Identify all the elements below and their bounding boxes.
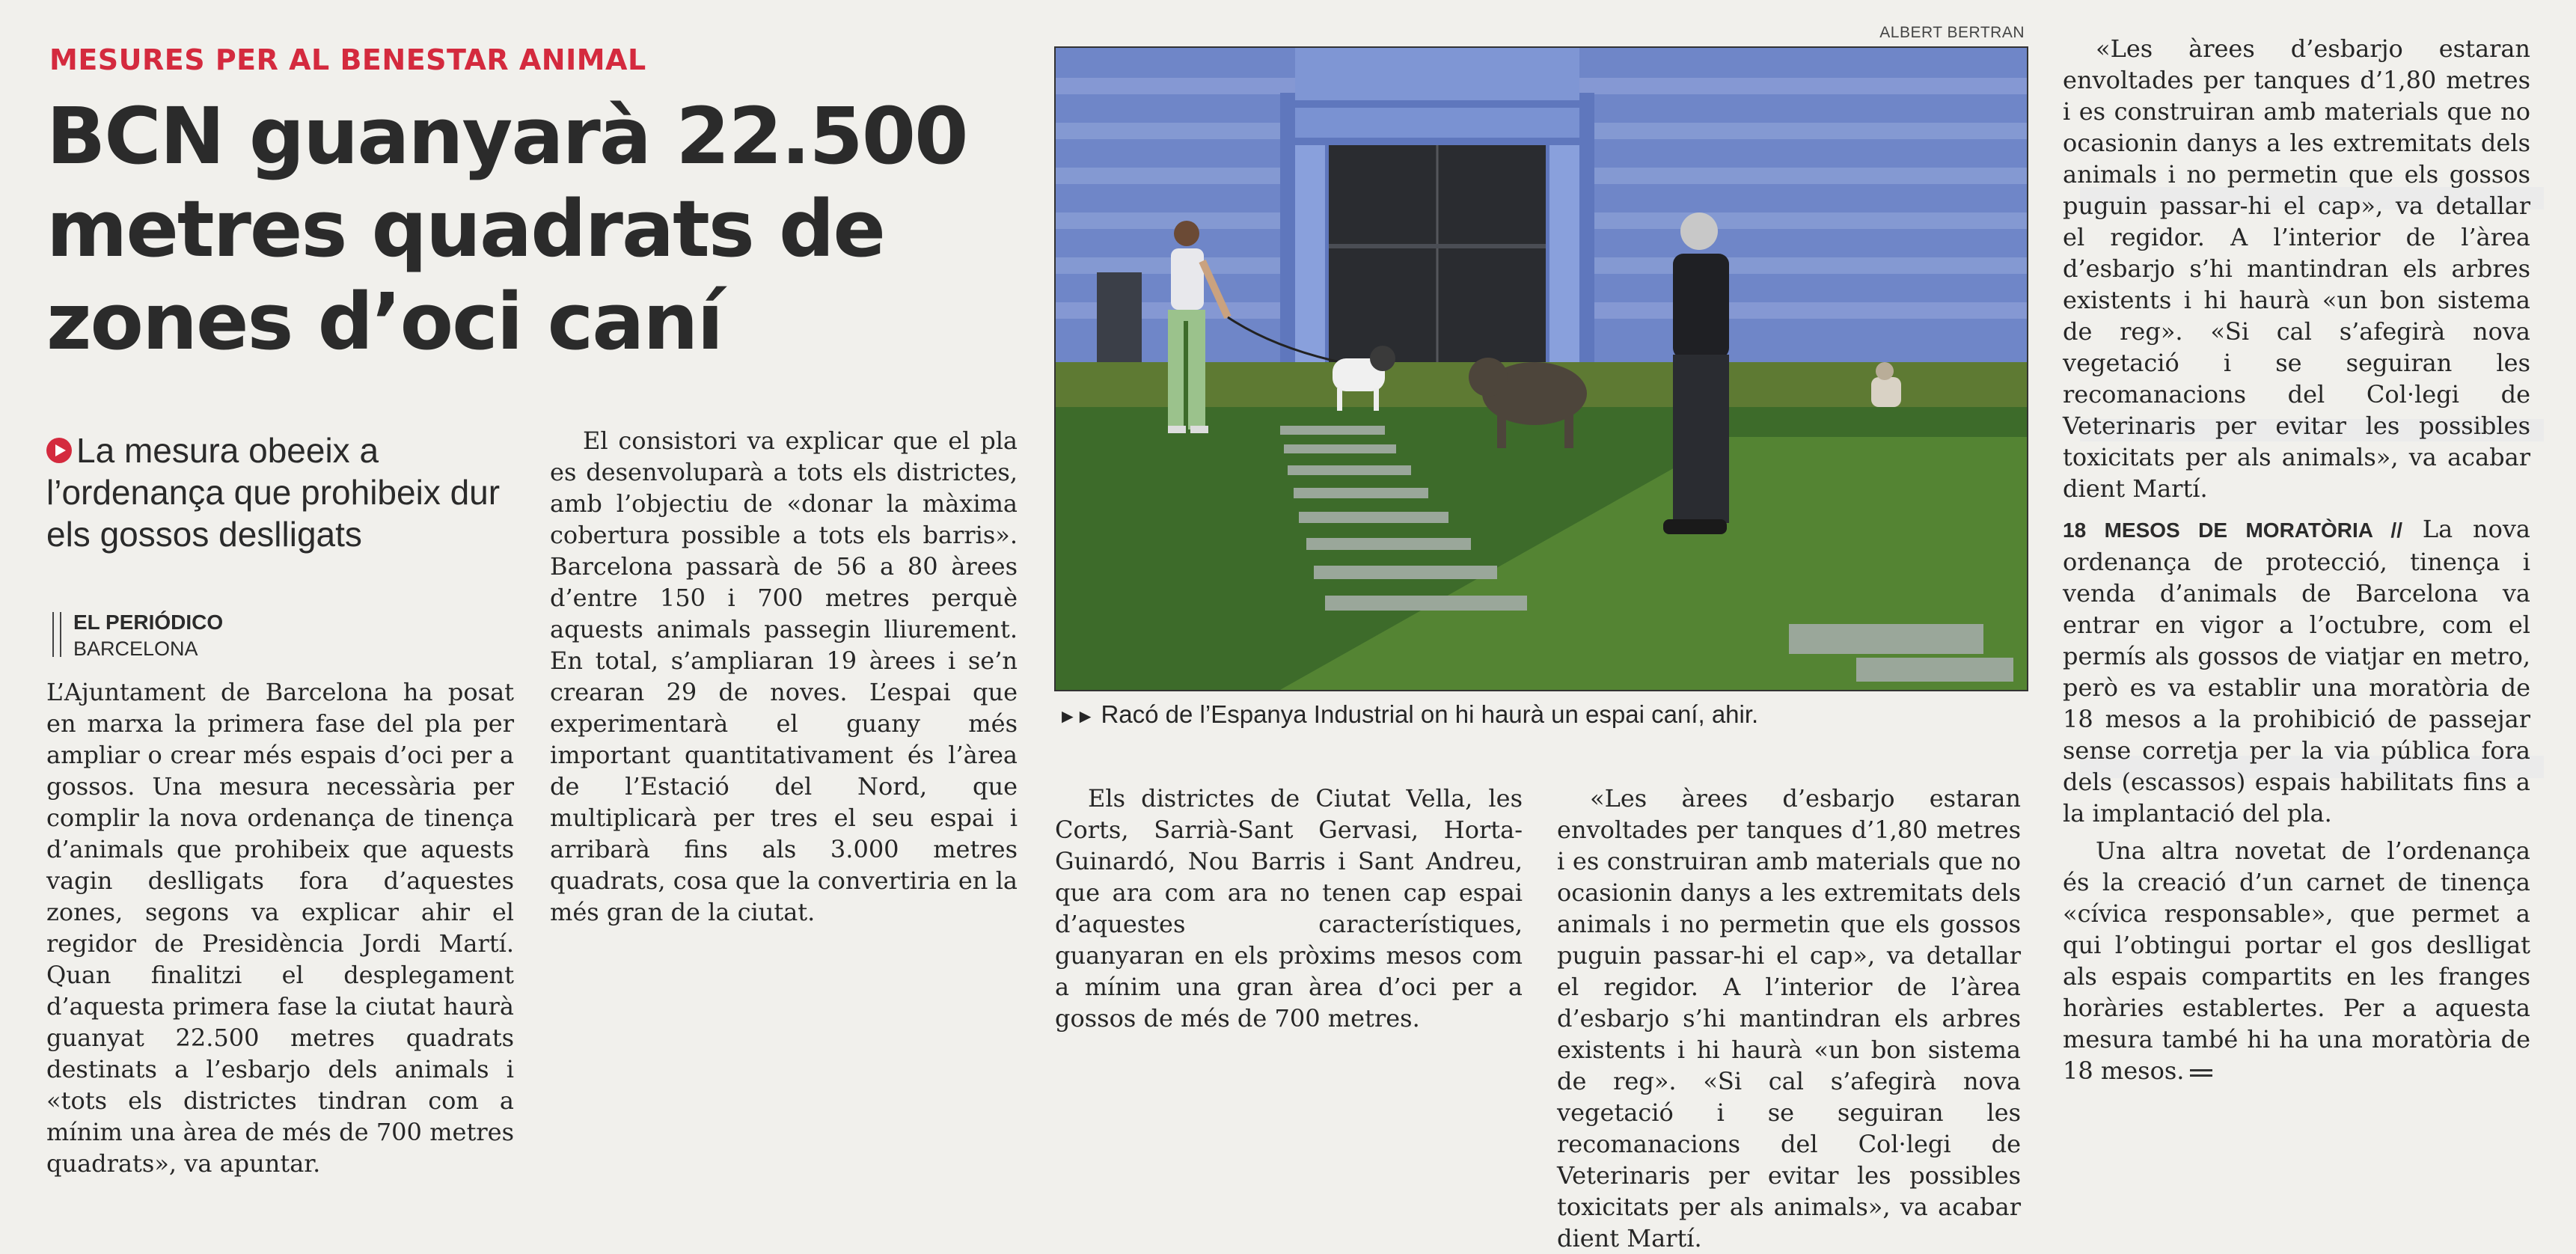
section-lead-in: 18 MESOS DE MORATÒRIA // xyxy=(2063,519,2402,542)
byline-city: BARCELONA xyxy=(73,637,198,660)
body-paragraph-moratorium xyxy=(2063,513,2530,829)
body-paragraph: L’Ajuntament de Barcelona ha posat en marxa la primera fase del pla per ampliar o crear més espais d’oci per a gossos. Una mesura necessària per complir la nova ordenança de tinença d’animals que prohibeix que aquests vagin deslligats fora d’aquestes zones, segons va explicar ahir el regidor de Presidència Jordi Martí. Quan finalitzi el desplegament d’aquesta primera fase la ciutat haurà guanyat 22.500 metres quadrats destinats a l’esbarjo dels animals i «tots els districtes tindran com a mínim una àrea de més de 700 metres quadrats», va apuntar. xyxy=(46,678,514,1178)
body-column-1 xyxy=(46,676,514,1178)
photo-caption xyxy=(1058,700,2023,729)
body-column-3 xyxy=(1055,783,1523,1058)
play-bullet-icon xyxy=(46,438,72,463)
body-paragraph-final xyxy=(2063,835,2530,1086)
photo-illustration xyxy=(1056,48,2027,690)
moratorium-text: La nova ordenança de protecció, tinença i venda d’animals de Barcelona va entrar en vigor a l’octubre, com el permís als gossos de viatjar en metro, però es va establir una moratòria de 18 mesos a la prohibició de passejar sense corretja per la via pública fora dels (escassos) espais habilitats fins a la implantació del pla. xyxy=(2063,515,2530,828)
body-paragraph-continued: El consistori va explicar que el pla es desenvoluparà a tots els districtes, amb l’objectiu de «donar la màxima cobertura possible a tots els barris». Barcelona passarà de 56 a 80 àrees d’entre 150 i 700 metres perquè aquests animals passegin lliurement. En total, s’ampliaran 19 àrees i se’n crearan 29 de noves. L’espai que experimentarà el guany més important quantitativament és l’àrea de l’Estació del Nord, que multiplicarà per tres el seu espai i arribarà fins als 3.000 metres quadrats, cosa que la convertiria en la més gran de la ciutat. xyxy=(550,426,1018,926)
article-subheadline xyxy=(46,429,525,555)
caption-arrows-icon: ►► xyxy=(1058,705,1094,727)
byline-rule xyxy=(52,612,61,657)
body-paragraph: «Les àrees d’esbarjo estaran envoltades per tanques d’1,80 metres i es construiran amb materials que no ocasionin danys a les extremitats dels animals i no permetin que els gossos puguin passar-hi el cap», va detallar el regidor. A l’interior de l’àrea d’esbarjo s’hi mantindran els arbres existents i hi haurà «un bon sistema de reg». «Si cal s’afegirà nova vegetació i se seguiran les recomanacions del Col·legi de Veterinaris per evitar les possibles toxicitats per als animals», va acabar dient Martí. xyxy=(1557,784,2021,1253)
body-column-5 xyxy=(2063,33,2530,1085)
photo-credit: ALBERT BERTRAN xyxy=(1879,24,2025,41)
final-text: Una altra novetat de l’ordenança és la creació d’un carnet de tinença «cívica responsable», que permet a qui l’obtingui portar el gos deslligat als espais compartits en les franges horàries establertes. Per a aquesta mesura també hi ha una moratòria de 18 mesos. xyxy=(2063,836,2530,1085)
subheadline-text: La mesura obeeix a l’ordenança que prohibeix dur els gossos deslligats xyxy=(46,431,501,554)
body-column-4 xyxy=(1557,783,2021,1253)
body-paragraph: Els districtes de Ciutat Vella, les Corts, Sarrià-Sant Gervasi, Horta-Guinardó, Nou Barris i Sant Andreu, que ara com ara no tenen cap espai d’aquestes característiques, guanyaran en els pròxims mesos com a mínim una gran àrea d’oci per a gossos de més de 700 metres. xyxy=(1055,784,1523,1033)
byline-author: EL PERIÓDICO xyxy=(73,611,224,634)
article-kicker: MESURES PER AL BENESTAR ANIMAL xyxy=(49,43,646,76)
end-of-article-icon xyxy=(2190,1066,2212,1080)
caption-text: Racó de l’Espanya Industrial on hi haurà un espai caní, ahir. xyxy=(1101,700,1759,728)
article-headline: BCN guanyarà 22.500 metres quadrats de zones d’oci caní xyxy=(46,91,967,367)
body-paragraph: «Les àrees d’esbarjo estaran envoltades per tanques d’1,80 metres i es construiran amb materials que no ocasionin danys a les extremitats dels animals i no permetin que els gossos puguin passar-hi el cap», va detallar el regidor. A l’interior de l’àrea d’esbarjo s’hi mantindran els arbres existents i hi haurà «un bon sistema de reg». «Si cal s’afegirà nova vegetació i se seguiran les recomanacions del Col·legi de Veterinaris per evitar les possibles toxicitats per als animals», va acabar dient Martí. xyxy=(2063,34,2530,503)
body-column-2 xyxy=(550,425,1018,1058)
article-photo xyxy=(1054,46,2028,691)
